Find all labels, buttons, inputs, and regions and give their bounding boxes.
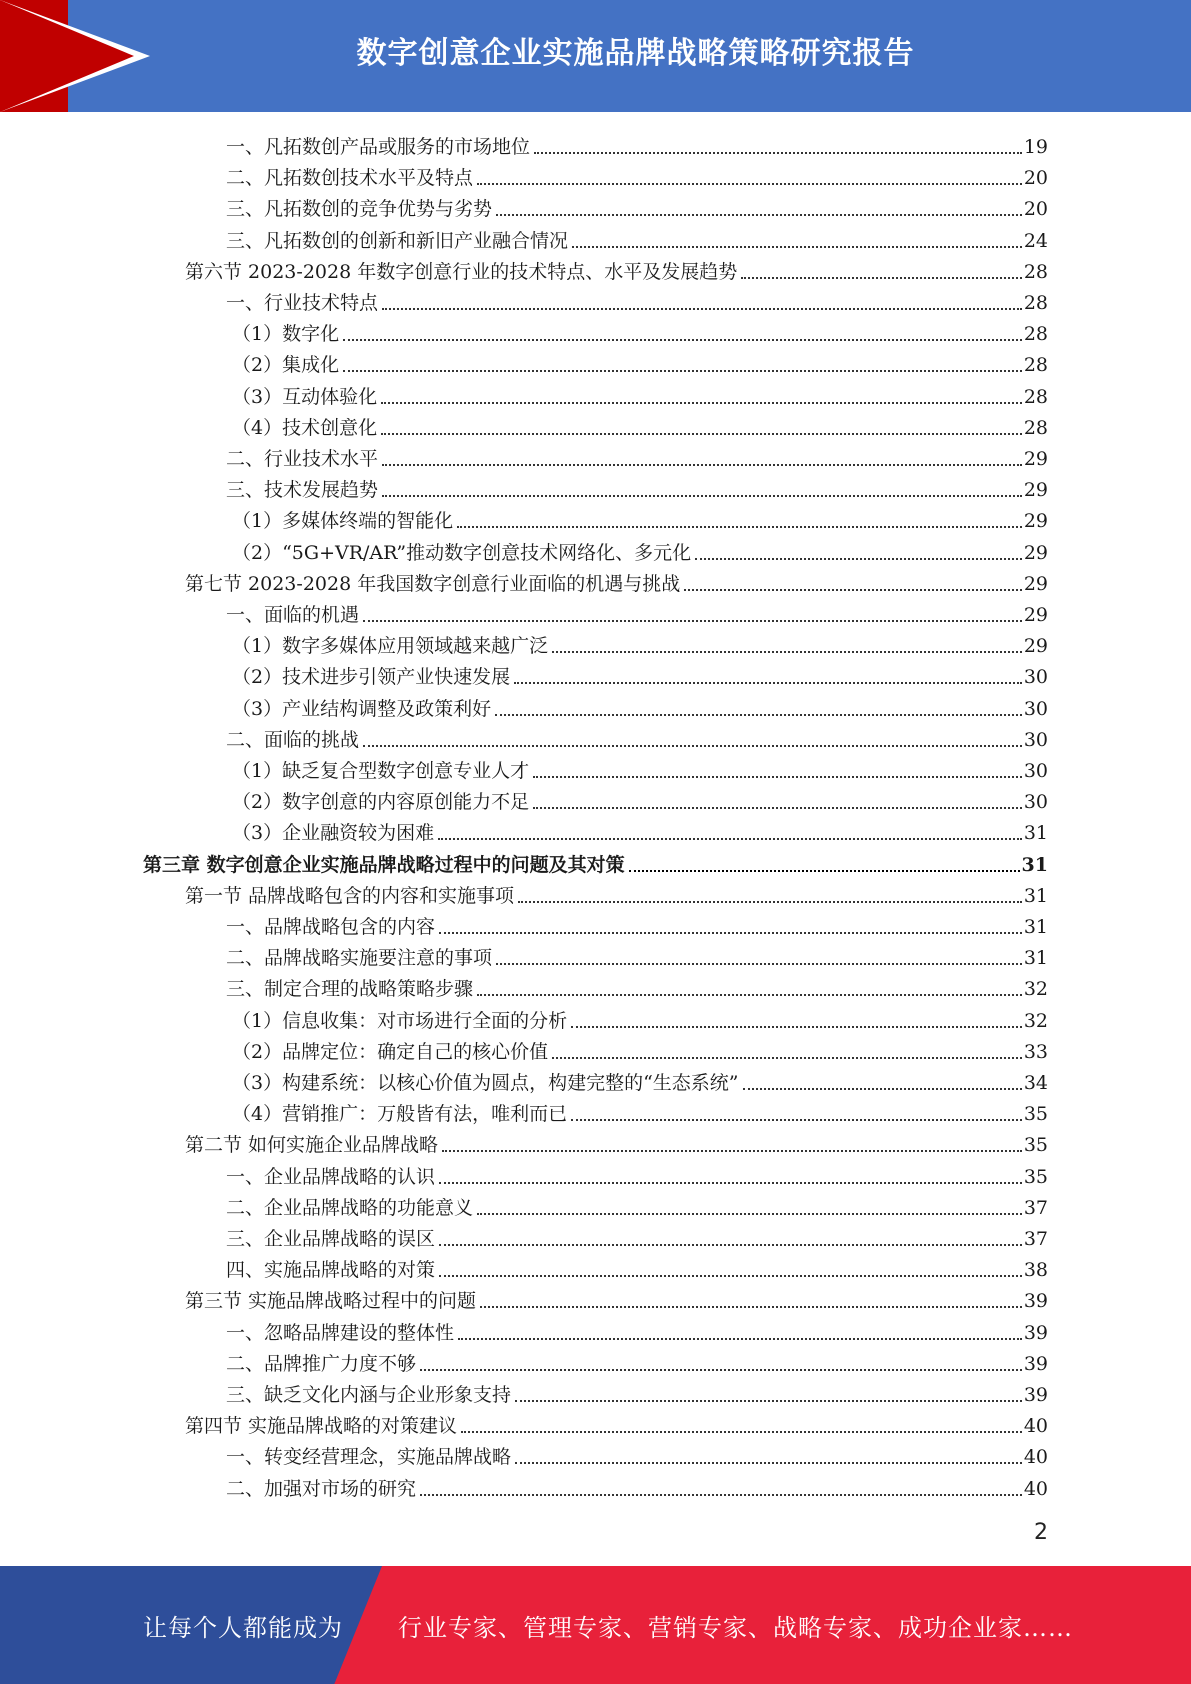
toc-dot-leader	[515, 1462, 1022, 1464]
toc-entry[interactable]	[226, 1376, 1048, 1407]
toc-entry[interactable]	[226, 190, 1048, 221]
toc-entry[interactable]	[226, 939, 1048, 970]
toc-entry-label: 二、行业技术水平	[226, 448, 379, 470]
toc-entry-page: 29	[1023, 635, 1048, 658]
toc-entry-label: 第六节 2023-2028 年数字创意行业的技术特点、水平及发展趋势	[185, 260, 738, 283]
toc-entry-page: 29	[1023, 479, 1048, 502]
toc-entry-page: 31	[1023, 884, 1048, 907]
toc-entry[interactable]	[185, 1126, 1048, 1157]
toc-dot-leader	[343, 370, 1022, 372]
toc-entry[interactable]	[232, 627, 1048, 658]
toc-entry[interactable]	[226, 159, 1048, 190]
toc-entry-page: 28	[1023, 354, 1048, 377]
header-chevron	[0, 0, 134, 112]
toc-entry[interactable]	[232, 1033, 1048, 1064]
toc-entry-page: 29	[1023, 572, 1048, 595]
toc-entry-label: （4）营销推广：万般皆有法，唯利而已	[232, 1103, 568, 1126]
toc-dot-leader	[480, 1306, 1022, 1308]
toc-entry[interactable]	[226, 1220, 1048, 1251]
toc-entry-page: 30	[1023, 697, 1048, 720]
toc-entry-label: （1）多媒体终端的智能化	[232, 510, 454, 533]
toc-entry-label: 一、转变经营理念，实施品牌战略	[226, 1446, 512, 1469]
toc-entry-page: 20	[1023, 198, 1048, 221]
toc-dot-leader	[438, 838, 1022, 840]
toc-entry-page: 29	[1023, 541, 1048, 564]
toc-entry-page: 30	[1023, 791, 1048, 814]
toc-entry-page: 32	[1023, 978, 1048, 1001]
footer-slogan-right: 行业专家、管理专家、营销专家、战略专家、成功企业家……	[398, 1613, 1073, 1642]
toc-dot-leader	[552, 1057, 1022, 1059]
toc-entry-page: 28	[1023, 292, 1048, 314]
footer-slogan-left: 让每个人都能成为	[143, 1613, 343, 1642]
toc-entry-label: 一、行业技术特点	[226, 292, 379, 314]
toc-entry-label: （1）数字多媒体应用领域越来越广泛	[232, 635, 549, 658]
toc-entry-page: 39	[1023, 1290, 1048, 1313]
toc-entry[interactable]	[226, 721, 1048, 752]
toc-dot-leader	[533, 776, 1022, 778]
toc-entry-label: 一、企业品牌战略的认识	[226, 1165, 436, 1188]
toc-entry[interactable]	[232, 783, 1048, 814]
toc-entry-label: （2）“5G+VR/AR”推动数字创意技术网络化、多元化	[232, 541, 692, 564]
toc-dot-leader	[382, 495, 1022, 497]
toc-entry-label: 二、凡拓数创技术水平及特点	[226, 167, 474, 190]
toc-dot-leader	[442, 1150, 1022, 1152]
toc-entry[interactable]	[226, 1314, 1048, 1345]
toc-entry-label: 二、品牌推广力度不够	[226, 1352, 417, 1375]
toc-chapter[interactable]	[143, 846, 1048, 877]
page-footer	[0, 1566, 1191, 1684]
toc-entry[interactable]	[226, 471, 1048, 502]
toc-entry[interactable]	[185, 877, 1048, 908]
toc-dot-leader	[382, 308, 1022, 310]
toc-dot-leader	[495, 714, 1022, 716]
toc-entry-page: 40	[1023, 1415, 1048, 1438]
toc-entry-label: （3）互动体验化	[232, 385, 378, 408]
toc-entry-page: 39	[1023, 1384, 1048, 1406]
toc-entry[interactable]	[232, 534, 1048, 565]
toc-entry-label: 第七节 2023-2028 年我国数字创意行业面临的机遇与挑战	[185, 572, 681, 595]
toc-entry-label: （2）技术进步引领产业快速发展	[232, 666, 511, 689]
report-title: 数字创意企业实施品牌战略策略研究报告	[356, 36, 915, 71]
toc-entry-page: 31	[1023, 822, 1048, 845]
toc-entry[interactable]	[185, 253, 1048, 284]
toc-dot-leader	[534, 152, 1022, 154]
toc-dot-leader	[743, 1088, 1022, 1090]
toc-entry-page: 28	[1023, 385, 1048, 408]
toc-dot-leader	[420, 1369, 1022, 1371]
toc-dot-leader	[381, 402, 1022, 404]
toc-entry[interactable]	[232, 502, 1048, 533]
toc-dot-leader	[457, 526, 1022, 528]
toc-dot-leader	[477, 183, 1022, 185]
toc-entry-label: （1）信息收集：对市场进行全面的分析	[232, 1009, 568, 1032]
toc-entry-page: 29	[1023, 604, 1048, 626]
toc-entry[interactable]	[226, 1251, 1048, 1282]
toc-dot-leader	[533, 807, 1022, 809]
toc-entry[interactable]	[232, 814, 1048, 845]
toc-entry-label: 第三章 数字创意企业实施品牌战略过程中的问题及其对策	[143, 853, 625, 876]
toc-entry[interactable]	[232, 752, 1048, 783]
toc-entry-page: 24	[1023, 229, 1048, 252]
toc-entry-label: 三、缺乏文化内涵与企业形象支持	[226, 1384, 512, 1406]
toc-entry-page: 40	[1023, 1446, 1048, 1469]
toc-entry-page: 35	[1023, 1165, 1048, 1188]
toc-entry-label: 第三节 实施品牌战略过程中的问题	[185, 1290, 477, 1313]
toc-entry-page: 31	[1021, 853, 1048, 876]
toc-entry-page: 39	[1023, 1352, 1048, 1375]
toc-entry[interactable]	[232, 658, 1048, 689]
toc-entry[interactable]	[226, 1158, 1048, 1189]
toc-dot-leader	[439, 1244, 1022, 1246]
toc-entry[interactable]	[226, 128, 1048, 159]
toc-entry-label: 一、面临的机遇	[226, 604, 360, 626]
toc-dot-leader	[461, 1431, 1022, 1433]
toc-entry[interactable]	[185, 565, 1048, 596]
toc-entry-label: （1）数字化	[232, 323, 340, 346]
toc-dot-leader	[420, 1494, 1022, 1496]
toc-entry-label: 二、面临的挑战	[226, 728, 360, 751]
toc-entry-label: 一、忽略品牌建设的整体性	[226, 1321, 455, 1344]
toc-entry[interactable]	[226, 1438, 1048, 1469]
toc-entry-label: 三、凡拓数创的竞争优势与劣势	[226, 198, 493, 221]
toc-entry-page: 34	[1023, 1072, 1048, 1094]
toc-entry-page: 28	[1023, 416, 1048, 439]
toc-entry-label: （1）缺乏复合型数字创意专业人才	[232, 760, 530, 782]
toc-entry[interactable]	[226, 1345, 1048, 1376]
toc-dot-leader	[496, 214, 1022, 216]
toc-entry-page: 31	[1023, 947, 1048, 970]
toc-entry[interactable]	[226, 596, 1048, 627]
toc-entry-label: 三、凡拓数创的创新和新旧产业融合情况	[226, 229, 569, 252]
toc-dot-leader	[684, 589, 1022, 591]
toc-dot-leader	[695, 558, 1022, 560]
toc-entry-page: 31	[1023, 916, 1048, 938]
page-header	[0, 0, 1191, 112]
toc-entry-page: 28	[1023, 260, 1048, 283]
toc-dot-leader	[477, 994, 1022, 996]
toc-entry[interactable]	[232, 315, 1048, 346]
toc-dot-leader	[514, 682, 1022, 684]
toc-entry[interactable]	[232, 1002, 1048, 1033]
toc-entry-label: （2）品牌定位：确定自己的核心价值	[232, 1040, 549, 1063]
toc-dot-leader	[458, 1338, 1022, 1340]
toc-dot-leader	[363, 620, 1022, 622]
toc-entry-label: 二、加强对市场的研究	[226, 1477, 417, 1500]
toc-entry[interactable]	[226, 222, 1048, 253]
toc-entry[interactable]	[226, 908, 1048, 939]
toc-dot-leader	[343, 339, 1022, 341]
toc-entry-page: 35	[1023, 1103, 1048, 1126]
toc-entry[interactable]	[232, 1095, 1048, 1126]
toc-entry-label: （4）技术创意化	[232, 416, 378, 439]
toc-entry-label: 四、实施品牌战略的对策	[226, 1259, 436, 1282]
toc-entry-page: 28	[1023, 323, 1048, 346]
toc-entry-label: （3）构建系统：以核心价值为圆点，构建完整的“生态系统”	[232, 1072, 739, 1094]
toc-entry-label: 第一节 品牌战略包含的内容和实施事项	[185, 884, 515, 907]
toc-entry[interactable]	[232, 409, 1048, 440]
toc-entry-page: 30	[1023, 666, 1048, 689]
toc-dot-leader	[439, 1275, 1022, 1277]
toc-entry[interactable]	[226, 440, 1048, 471]
toc-entry[interactable]	[226, 1470, 1048, 1501]
toc-entry[interactable]	[226, 970, 1048, 1001]
toc-entry-page: 19	[1023, 136, 1048, 158]
toc-entry-label: 三、企业品牌战略的误区	[226, 1228, 436, 1250]
toc-entry-page: 33	[1023, 1040, 1048, 1063]
toc-entry[interactable]	[226, 284, 1048, 315]
toc-dot-leader	[382, 464, 1022, 466]
toc-entry[interactable]	[232, 1064, 1048, 1095]
toc-entry-page: 20	[1023, 167, 1048, 190]
toc-entry-label: （2）数字创意的内容原创能力不足	[232, 791, 530, 814]
toc-entry-label: 三、技术发展趋势	[226, 479, 379, 502]
toc-entry-label: 一、凡拓数创产品或服务的市场地位	[226, 136, 531, 158]
toc-entry-page: 38	[1023, 1259, 1048, 1282]
toc-entry-page: 29	[1023, 448, 1048, 470]
toc-entry-page: 40	[1023, 1477, 1048, 1500]
toc-entry[interactable]	[232, 378, 1048, 409]
toc-entry-label: 第二节 如何实施企业品牌战略	[185, 1134, 439, 1157]
toc-dot-leader	[496, 963, 1022, 965]
toc-entry-page: 37	[1023, 1196, 1048, 1219]
toc-entry-page: 32	[1023, 1009, 1048, 1032]
toc-dot-leader	[572, 246, 1022, 248]
toc-entry[interactable]	[185, 1282, 1048, 1313]
toc-entry[interactable]	[226, 1189, 1048, 1220]
toc-dot-leader	[477, 1213, 1022, 1215]
toc-dot-leader	[571, 1026, 1022, 1028]
toc-entry[interactable]	[232, 690, 1048, 721]
toc-dot-leader	[518, 901, 1022, 903]
toc-entry-label: 二、品牌战略实施要注意的事项	[226, 947, 493, 970]
toc-dot-leader	[552, 651, 1022, 653]
toc-entry-page: 35	[1023, 1134, 1048, 1157]
toc-entry[interactable]	[232, 346, 1048, 377]
toc-dot-leader	[363, 745, 1022, 747]
toc-entry-page: 39	[1023, 1321, 1048, 1344]
toc-dot-leader	[629, 870, 1020, 872]
toc-entry[interactable]	[185, 1407, 1048, 1438]
toc-entry-page: 30	[1023, 728, 1048, 751]
toc-dot-leader	[381, 433, 1022, 435]
toc-entry-label: 二、企业品牌战略的功能意义	[226, 1196, 474, 1219]
toc-dot-leader	[571, 1119, 1022, 1121]
page-number: 2	[1034, 1520, 1048, 1545]
toc-entry-label: 三、制定合理的战略策略步骤	[226, 978, 474, 1001]
toc-entry-label: （2）集成化	[232, 354, 340, 377]
toc-dot-leader	[741, 277, 1022, 279]
toc-entry-label: （3）企业融资较为困难	[232, 822, 435, 845]
toc-entry-page: 30	[1023, 760, 1048, 782]
toc-dot-leader	[439, 932, 1022, 934]
toc-entry-label: （3）产业结构调整及政策利好	[232, 697, 492, 720]
toc-dot-leader	[439, 1182, 1022, 1184]
toc-entry-page: 37	[1023, 1228, 1048, 1250]
toc-dot-leader	[515, 1400, 1022, 1402]
toc-entry-label: 一、品牌战略包含的内容	[226, 916, 436, 938]
toc-entry-page: 29	[1023, 510, 1048, 533]
toc-entry-label: 第四节 实施品牌战略的对策建议	[185, 1415, 458, 1438]
